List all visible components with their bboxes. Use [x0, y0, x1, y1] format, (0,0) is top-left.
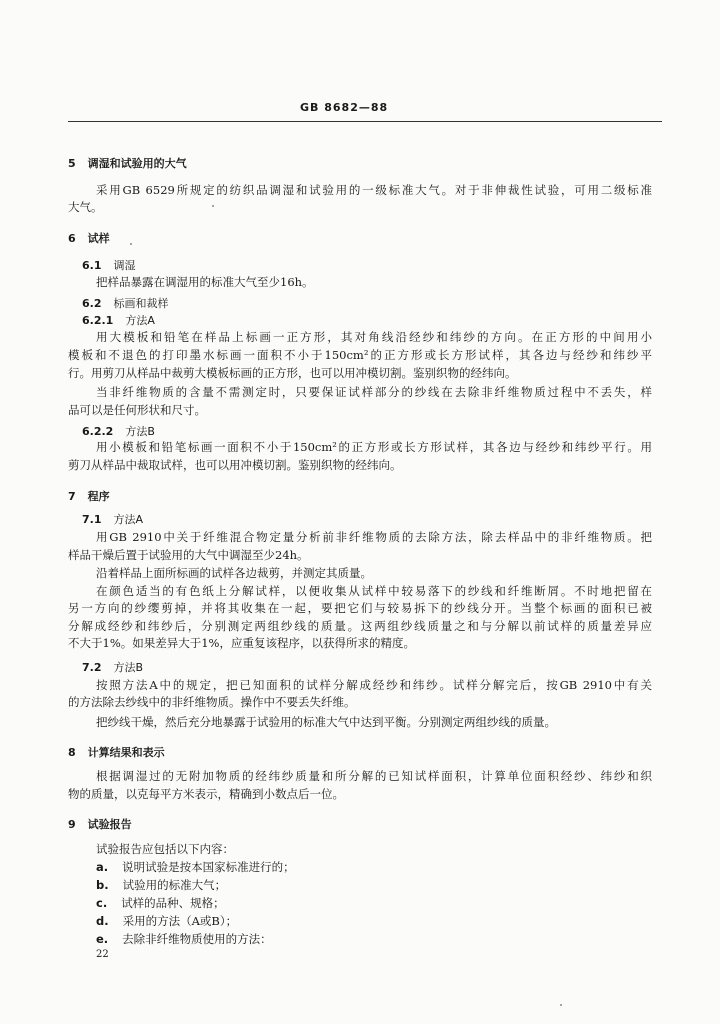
line-text: 另一方向的纱缨剪掉，并将其收集在一起，要把它们与较易拆下的纱线分开。当整个标画的面积已被	[68, 601, 652, 615]
section-number: 7.2	[82, 661, 102, 674]
list-item	[96, 896, 225, 911]
paragraph-line	[96, 584, 652, 599]
paragraph-line	[96, 330, 652, 345]
line-text: 沿着样品上面所标画的试样各边裁剪，并测定其质量。	[96, 566, 372, 580]
section-number: d.	[96, 914, 109, 928]
paragraph-line	[68, 348, 652, 363]
line-text: 大气。	[68, 200, 103, 214]
section-number: 7.1	[82, 513, 102, 526]
heading-text: 试验报告	[87, 818, 132, 831]
section-number: 6	[68, 232, 76, 245]
line-text: 样品干燥后置于试验用的大气中调湿至少24h。	[68, 548, 309, 562]
paragraph-line	[96, 440, 652, 455]
list-item-text: 去除非纤维物质使用的方法：	[122, 932, 272, 946]
list-item-text: 试样的品种、规格；	[121, 896, 225, 910]
line-text: 把纱线干燥，然后充分地暴露于试验用的标准大气中达到平衡。分别测定两组纱线的质量。	[96, 715, 556, 729]
line-text: 模板和不退色的打印墨水标画一面积不小于150cm²的正方形或长方形试样，其各边与经纱和纬纱平	[68, 348, 652, 362]
paragraph-line	[96, 842, 234, 857]
heading-text: 方法B	[113, 661, 144, 674]
paragraph-line	[68, 601, 652, 616]
line-text: 根据调湿过的无附加物质的经纬纱质量和所分解的已知试样面积，计算单位面积经纱、纬纱和织	[96, 769, 652, 783]
line-text: 用GB 2910中关于纤维混合物定量分析前非纤维物质的去除方法，除去样品中的非纤维物质。把	[96, 530, 652, 544]
line-text: 分解成经纱和纬纱后，分别测定两组纱线的质量。这两组纱线质量之和与分解以前试样的质量差异应	[68, 619, 652, 633]
scan-speck	[130, 243, 132, 245]
line-text: 按照方法A中的规定，把已知面积的试样分解成经纱和纬纱。试样分解完后，按GB 2910中有关	[96, 678, 652, 692]
paragraph-line	[96, 385, 652, 400]
line-text: 用小模板和铅笔标画一面积不小于150cm²的正方形或长方形试样，其各边与经纱和纬纱平行。用	[96, 440, 652, 454]
list-item-text: 采用的方法（A或B）；	[122, 914, 238, 928]
paragraph-line	[68, 366, 517, 381]
heading-text: 程序	[87, 490, 110, 503]
line-text: 试验报告应包括以下内容：	[96, 842, 234, 856]
heading-text: 方法A	[125, 314, 155, 327]
list-item	[96, 914, 237, 929]
paragraph-line	[68, 458, 402, 473]
line-text: 的方法除去纱线中的非纤维物质。操作中不要丢失纤维。	[68, 695, 356, 709]
subsection-heading	[82, 313, 155, 328]
subsection-heading	[82, 660, 143, 675]
line-text: 品可以是任何形状和尺寸。	[68, 403, 206, 417]
paragraph-line	[96, 183, 652, 198]
section-number: 8	[68, 746, 76, 759]
subsection-heading	[82, 512, 143, 527]
section-heading	[68, 231, 110, 246]
paragraph-line	[68, 695, 356, 710]
scan-speck	[560, 1004, 562, 1006]
header-rule	[68, 121, 662, 122]
section-heading	[68, 156, 187, 171]
paragraph-line	[68, 200, 103, 215]
section-number: e.	[96, 932, 109, 946]
heading-text: 调湿	[113, 259, 136, 272]
list-item	[96, 860, 295, 875]
heading-text: 计算结果和表示	[87, 746, 165, 759]
section-number: 7	[68, 490, 76, 503]
heading-text: 调湿和试验用的大气	[87, 157, 187, 170]
line-text: 物的质量，以克每平方米表示，精确到小数点后一位。	[68, 787, 344, 801]
section-heading	[68, 817, 132, 832]
section-number: 5	[68, 157, 76, 170]
line-text: 采用GB 6529所规定的纺织品调湿和试验用的一级标准大气。对于非伸裁性试验，可用二级标准	[96, 183, 652, 197]
line-text: 用大模板和铅笔在样品上标画一正方形，其对角线沿经纱和纬纱的方向。在正方形的中间用小	[96, 330, 652, 344]
line-text: 不大于1%。如果差异大于1%，应重复该程序，以获得所求的精度。	[68, 636, 415, 650]
heading-text: 方法B	[125, 425, 155, 438]
subsection-heading	[82, 258, 136, 273]
section-number: 9	[68, 818, 76, 831]
paragraph-line	[68, 787, 344, 802]
paragraph-line	[96, 769, 652, 784]
heading-text: 方法A	[113, 513, 144, 526]
paragraph-line	[96, 530, 652, 545]
paragraph-line	[96, 275, 314, 290]
section-number: 6.2.2	[82, 425, 114, 438]
list-item	[96, 878, 226, 893]
page-number: 22	[96, 949, 109, 960]
standard-header: GB 8682—88	[300, 101, 389, 114]
list-item-text: 说明试验是按本国家标准进行的；	[122, 860, 295, 874]
subsection-heading	[82, 424, 155, 439]
section-number: 6.2.1	[82, 314, 114, 327]
line-text: 行。用剪刀从样品中裁剪大模板标画的正方形，也可以用冲模切割。鉴别织物的经纬向。	[68, 366, 517, 380]
section-number: a.	[96, 860, 109, 874]
list-item	[96, 932, 272, 947]
section-number: b.	[96, 878, 109, 892]
line-text: 当非纤维物质的含量不需测定时，只要保证试样部分的纱线在去除非纤维物质过程中不丢失，样	[96, 385, 652, 399]
section-number: 6.2	[82, 297, 102, 310]
paragraph-line	[96, 715, 556, 730]
heading-text: 标画和裁样	[113, 297, 169, 310]
section-number: c.	[96, 896, 108, 910]
paragraph-line	[96, 678, 652, 693]
list-item-text: 试验用的标准大气；	[122, 878, 227, 892]
scan-speck	[212, 205, 214, 207]
line-text: 在颜色适当的有色纸上分解试样，以便收集从试样中较易落下的纱线和纤维断屑。不时地把留在	[96, 584, 652, 598]
section-heading	[68, 489, 110, 504]
paragraph-line	[68, 636, 415, 651]
paragraph-line	[68, 548, 309, 563]
section-heading	[68, 745, 165, 760]
line-text: 把样品暴露在调湿用的标准大气至少16h。	[96, 275, 314, 289]
section-number: 6.1	[82, 259, 102, 272]
heading-text: 试样	[87, 232, 110, 245]
line-text: 剪刀从样品中裁取试样，也可以用冲模切割。鉴别织物的经纬向。	[68, 458, 402, 472]
paragraph-line	[68, 403, 206, 418]
subsection-heading	[82, 296, 169, 311]
paragraph-line	[96, 566, 372, 581]
paragraph-line	[68, 619, 652, 634]
